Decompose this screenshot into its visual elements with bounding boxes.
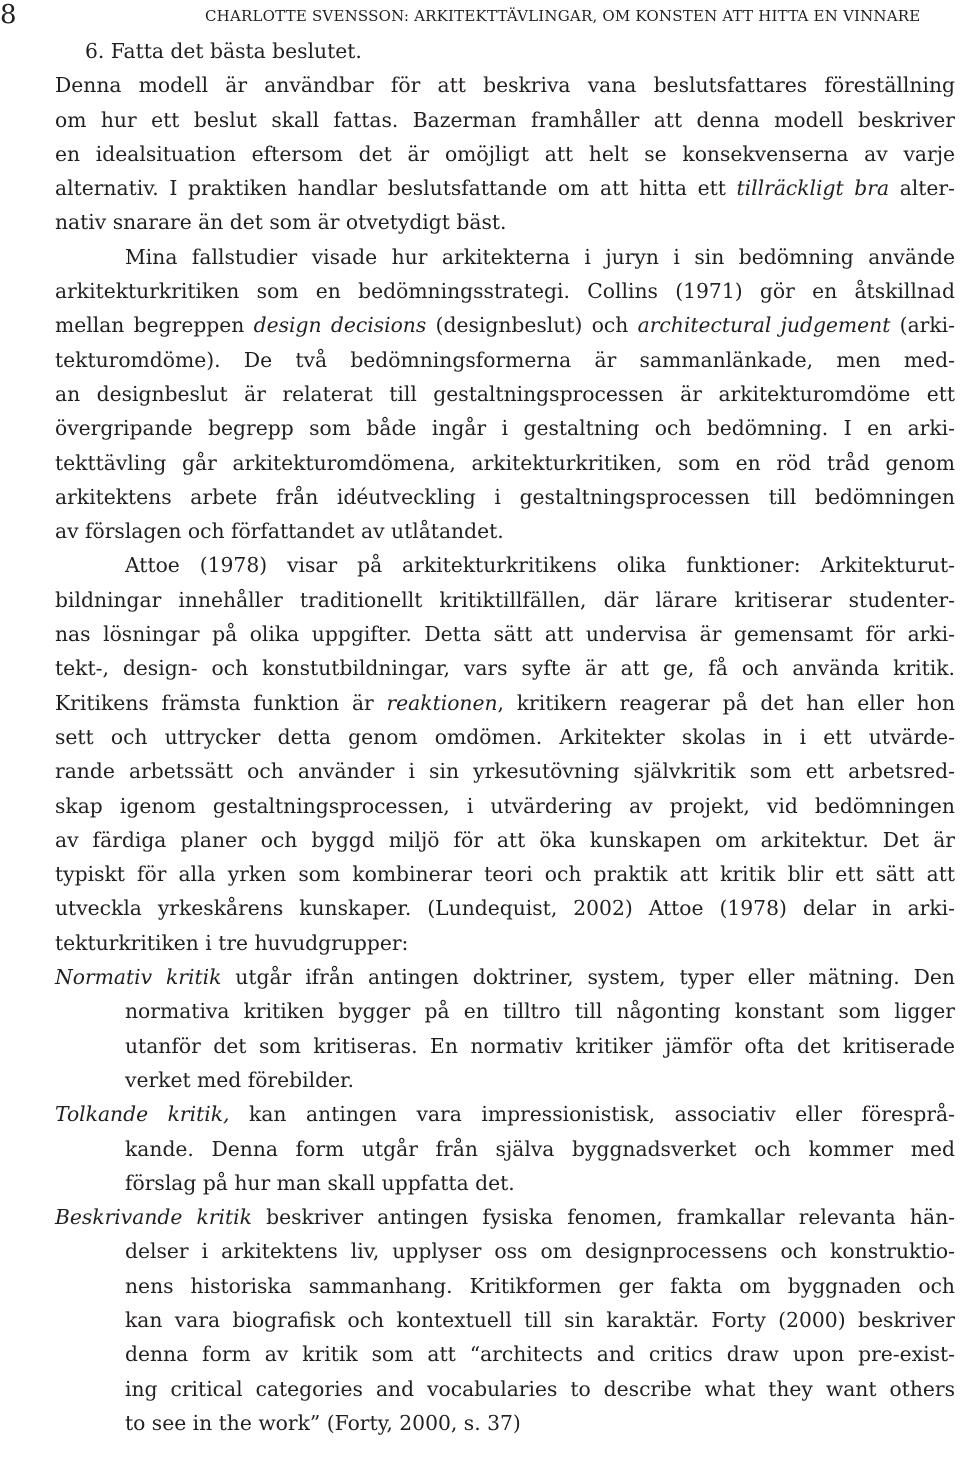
- text-line: sett och uttrycker detta genom omdömen. Arkitekter skolas in i ett utvärde-: [55, 724, 955, 749]
- text-line: 6. Fatta det bästa beslutet.: [85, 39, 362, 63]
- paragraph: [55, 240, 955, 549]
- text-line: nens historiska sammanhang. Kritikformen ger fakta om byggnaden och: [125, 1273, 955, 1298]
- running-head: CHARLOTTE SVENSSON: ARKITEKTTÄVLINGAR, OM KONSTEN ATT HITTA EN VINNARE: [205, 7, 921, 25]
- emphasis: tillräckligt bra: [736, 176, 890, 201]
- text-line: övergripande begrepp som både ingår i gestaltning och bedömning. I en arki-: [55, 416, 955, 441]
- text-line: tekttävling går arkitekturomdömena, arkitekturkritiken, som en röd tråd genom: [55, 450, 955, 475]
- text-line: arkitektens arbete från idéutveckling i gestaltningsprocessen till bedömningen: [55, 484, 955, 509]
- text-line: nativ snarare än det som är otvetydigt bäst.: [55, 210, 507, 235]
- text-line: utanför det som kritiseras. En normativ kritiker jämför ofta det kritiserade: [125, 1033, 955, 1058]
- text-line: skap igenom gestaltningsprocessen, i utvärdering av projekt, vid bedömningen: [55, 793, 955, 818]
- text-line: to see in the work” (Forty, 2000, s. 37): [125, 1410, 521, 1435]
- text-line: verket med förebilder.: [125, 1067, 354, 1092]
- text-line: Tolkande kritik, kan antingen vara impressionistisk, associativ eller föresprå-: [55, 1102, 955, 1127]
- emphasis: reaktionen: [386, 690, 498, 715]
- paragraph: [55, 68, 955, 239]
- text-line: normativa kritiken bygger på en tilltro till någonting konstant som ligger: [125, 999, 955, 1024]
- text-line: förslag på hur man skall uppfatta det.: [125, 1170, 515, 1195]
- text-line: av färdiga planer och byggd miljö för att öka kunskapen om arkitektur. Det är: [55, 827, 955, 852]
- text-line: an designbeslut är relaterat till gestaltningsprocessen är arkitekturomdöme ett: [55, 381, 955, 406]
- text-line: Normativ kritik utgår ifrån antingen doktriner, system, typer eller mätning. Den: [55, 965, 955, 990]
- text-line: kande. Denna form utgår från själva byggnadsverket och kommer med: [125, 1136, 955, 1161]
- page-number: 8: [0, 0, 17, 30]
- hanging-paragraph-descriptive: [55, 1200, 955, 1440]
- emphasis: architectural judgement: [637, 313, 891, 338]
- term: Beskrivande kritik: [55, 1205, 252, 1230]
- text-line: arkitekturkritiken som en bedömningsstrategi. Collins (1971) gör en åtskillnad: [55, 279, 955, 304]
- emphasis: design decisions: [253, 313, 427, 338]
- hanging-paragraph-normative: [55, 960, 955, 1097]
- text-line: Beskrivande kritik beskriver antingen fysiska fenomen, framkallar relevanta hän-: [55, 1205, 955, 1230]
- term: Tolkande kritik,: [55, 1102, 230, 1127]
- text-line: bildningar innehåller traditionellt kritiktillfällen, där lärare kritiserar studenter-: [55, 587, 955, 612]
- text-line: av förslagen och författandet av utlåtandet.: [55, 519, 504, 544]
- text-line: alternativ. I praktiken handlar beslutsfattande om att hitta ett tillräckligt bra alter-: [55, 176, 955, 201]
- text-line: denna form av kritik som att “architects and critics draw upon pre-exist-: [125, 1342, 955, 1367]
- text-line: utveckla yrkeskårens kunskaper. (Lundequist, 2002) Attoe (1978) delar in arki-: [55, 896, 955, 921]
- text-line: tekturkritiken i tre huvudgrupper:: [55, 930, 409, 955]
- text-line: om hur ett beslut skall fattas. Bazerman framhåller att denna modell beskriver: [55, 107, 955, 132]
- text-line: en idealsituation eftersom det är omöjligt att helt se konsekvenserna av varje: [55, 141, 955, 166]
- text-line: nas lösningar på olika uppgifter. Detta sätt att undervisa är gemensamt för arki-: [55, 622, 955, 647]
- text-line: tekt-, design- och konstutbildningar, vars syfte är att ge, få och använda kritik.: [55, 656, 955, 681]
- text-line: delser i arkitektens liv, upplyser oss om designprocessens och konstruktio-: [125, 1239, 955, 1264]
- text-line: tekturomdöme). De två bedömningsformerna är sammanlänkade, men med-: [55, 347, 955, 372]
- text-line: ing critical categories and vocabularies to describe what they want others: [125, 1376, 955, 1401]
- body-text: [55, 34, 955, 1440]
- hanging-paragraph-interpretive: [55, 1097, 955, 1200]
- list-item-6: [55, 34, 955, 68]
- text-line: Kritikens främsta funktion är reaktionen, kritikern reagerar på det han eller hon: [55, 690, 956, 715]
- text-line: mellan begreppen design decisions (designbeslut) och architectural judgement (arki-: [55, 313, 955, 338]
- text-line: rande arbetssätt och använder i sin yrkesutövning självkritik som ett arbetsred-: [55, 759, 955, 784]
- paragraph: [55, 548, 955, 960]
- text-line: Mina fallstudier visade hur arkitekterna i juryn i sin bedömning använde: [125, 244, 955, 269]
- text-line: typiskt för alla yrken som kombinerar teori och praktik att kritik blir ett sätt att: [55, 862, 955, 887]
- text-line: Attoe (1978) visar på arkitekturkritikens olika funktioner: Arkitekturut-: [125, 553, 955, 578]
- text-line: kan vara biografisk och kontextuell till sin karaktär. Forty (2000) beskriver: [125, 1307, 955, 1332]
- text-line: Denna modell är användbar för att beskriva vana beslutsfattares föreställning: [55, 73, 955, 98]
- term: Normativ kritik: [55, 965, 222, 990]
